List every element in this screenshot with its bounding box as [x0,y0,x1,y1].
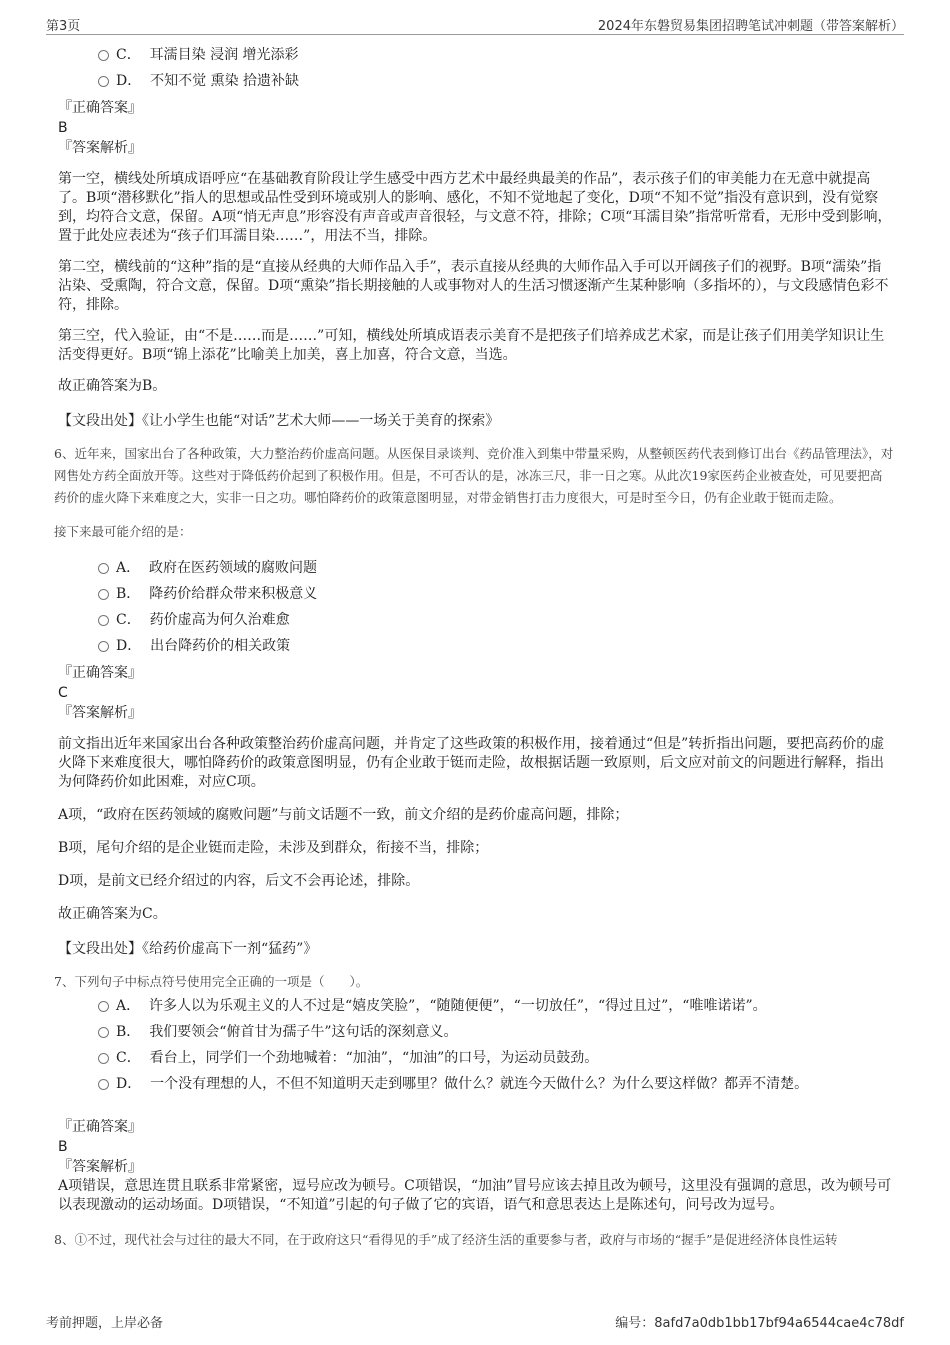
option-a[interactable]: A． 许多人以为乐观主义的人不过是“嬉皮笑脸”，“随随便便”，“一切放任”，“得过且过”，“唯唯诺诺”。 [58,993,894,1019]
option-d[interactable]: D． 一个没有理想的人，不但不知道明天走到哪里？做什么？就连今天做什么？为什么要这样做？都弄不清楚。 [58,1071,894,1097]
analysis-paragraph: 前文指出近年来国家出台各种政策整治药价虚高问题，并肯定了这些政策的积极作用，接着通过“但是”转折指出问题，要把高药价的虚火降下来难度很大，哪怕降药价的政策意图明显，仍有企业敢于铤而走险，故根据话题一致原则，后文应对前文的问题进行解释，指出为何降药价如此困难，对应C项。 [58,736,885,790]
analysis-paragraph: 第二空，横线前的“这种”指的是“直接从经典的大师作品入手”，表示直接从经典的大师作品入手可以开阔孩子们的视野。B项“濡染”指沾染、受熏陶，符合文意，保留。D项“熏染”指长期接触的人或事物对人的生活习惯逐渐产生某种影响（多指坏的），与文段感情色彩不符，排除。 [58,259,889,313]
analysis-paragraph: 第三空，代入验证，由“不是……而是……”可知，横线处所填成语表示美育不是把孩子们培养成艺术家，而是让孩子们用美学知识让生活变得更好。B项“锦上添花”比喻美上加美，喜上加喜，符合文意，当选。 [58,328,885,363]
analysis-label: 『答案解析』 [58,705,142,721]
option-b[interactable]: B． 降药价给群众带来积极意义 [58,581,894,607]
option-c[interactable]: C． 药价虚高为何久治难愈 [58,607,894,633]
question-8-text: 8、①不过，现代社会与过往的最大不同，在于政府这只“看得见的手”成了经济生活的重要参与者，政府与市场的“握手”是促进经济体良性运转 [54,1232,838,1247]
page-header [46,12,904,35]
option-a[interactable]: A． 政府在医药领域的腐败问题 [58,555,894,581]
radio-icon[interactable] [98,563,109,574]
analysis-paragraph: B项，尾句介绍的是企业铤而走险，未涉及到群众，衔接不当，排除； [58,840,489,856]
radio-icon[interactable] [98,589,109,600]
source-citation: 【文段出处】《给药价虚高下一剂“猛药”》 [58,941,318,957]
radio-icon[interactable] [98,1079,109,1090]
answer-label: 『正确答案』 [58,100,142,116]
radio-icon[interactable] [98,615,109,626]
answer-value: C [58,685,68,701]
radio-icon[interactable] [98,76,109,87]
q5-options [58,42,894,94]
question-7-text: 7、下列句子中标点符号使用完全正确的一项是（ ）。 [54,974,369,989]
document-title: 2024年东磐贸易集团招聘笔试冲刺题（带答案解析） [597,19,904,34]
question-6-text: 6、近年来，国家出台了各种政策，大力整治药价虚高问题。从医保目录谈判、竞价准入到集中带量采购，从整顿医药代表到修订出台《药品管理法》，对网售处方药全面放开等。这些对于降低药价起到了积极作用。但是，不可否认的是，冰冻三尺，非一日之寒。从此次19家医药企业被查处，可见要把高药价的虚火降下来难度之大，实非一日之功。哪怕降药价的政策意图明显，对带金销售打击力度很大，可是时至今日，仍有企业敢于铤而走险。 [54,446,894,505]
analysis-paragraph: A项错误，意思连贯且联系非常紧密，逗号应改为顿号。C项错误，“加油”冒号应该去掉且改为顿号，这里没有强调的意思，改为顿号可以表现激动的运动场面。D项错误，“不知道”引起的句子做了它的宾语，语气和意思表达上是陈述句，问号改为逗号。 [58,1178,892,1213]
answer-value: B [58,120,68,136]
radio-icon[interactable] [98,641,109,652]
option-c[interactable]: C． 看台上，同学们一个劲地喊着：“加油”，“加油”的口号，为运动员鼓劲。 [58,1045,894,1071]
option-d[interactable]: D． 出台降药价的相关政策 [58,633,894,659]
page-number: 第3页 [46,19,81,34]
option-d[interactable]: D． 不知不觉 熏染 拾遗补缺 [58,68,894,94]
footer-slogan: 考前押题，上岸必备 [46,1316,164,1331]
answer-label: 『正确答案』 [58,1119,142,1135]
radio-icon[interactable] [98,1027,109,1038]
question-6-prompt: 接下来最可能介绍的是： [54,524,192,539]
q6-options [58,555,894,659]
document-body [54,42,894,1251]
radio-icon[interactable] [98,1053,109,1064]
answer-value: B [58,1139,68,1155]
document-id: 编号：8afd7a0db1bb17bf94a6544cae4c78df [615,1316,904,1331]
radio-icon[interactable] [98,1001,109,1012]
radio-icon[interactable] [98,50,109,61]
analysis-paragraph: A项，“政府在医药领域的腐败问题”与前文话题不一致，前文介绍的是药价虚高问题，排除； [58,807,629,823]
option-b[interactable]: B． 我们要领会“俯首甘为孺子牛”这句话的深刻意义。 [58,1019,894,1045]
source-citation: 【文段出处】《让小学生也能“对话”艺术大师——一场关于美育的探索》 [58,413,500,429]
analysis-conclusion: 故正确答案为C。 [58,906,167,922]
analysis-label: 『答案解析』 [58,140,142,156]
option-c[interactable]: C． 耳濡目染 浸润 增光添彩 [58,42,894,68]
analysis-conclusion: 故正确答案为B。 [58,378,167,394]
analysis-label: 『答案解析』 [58,1159,142,1175]
analysis-paragraph: D项，是前文已经介绍过的内容，后文不会再论述，排除。 [58,873,420,889]
q7-options [58,993,894,1097]
answer-label: 『正确答案』 [58,665,142,681]
analysis-paragraph: 第一空，横线处所填成语呼应“在基础教育阶段让学生感受中西方艺术中最经典最美的作品”，表示孩子们的审美能力在无意中就提高了。B项“潜移默化”指人的思想或品性受到环境或别人的影响、感化，不知不觉地起了变化，D项“不知不觉”指没有意识到，没有觉察到，均符合文意，保留。A项“悄无声息”形容没有声音或声音很轻，与文意不符，排除；C项“耳濡目染”指常听常看，无形中受到影响，置于此处应表述为“孩子们耳濡目染……”，用法不当，排除。 [58,171,892,244]
